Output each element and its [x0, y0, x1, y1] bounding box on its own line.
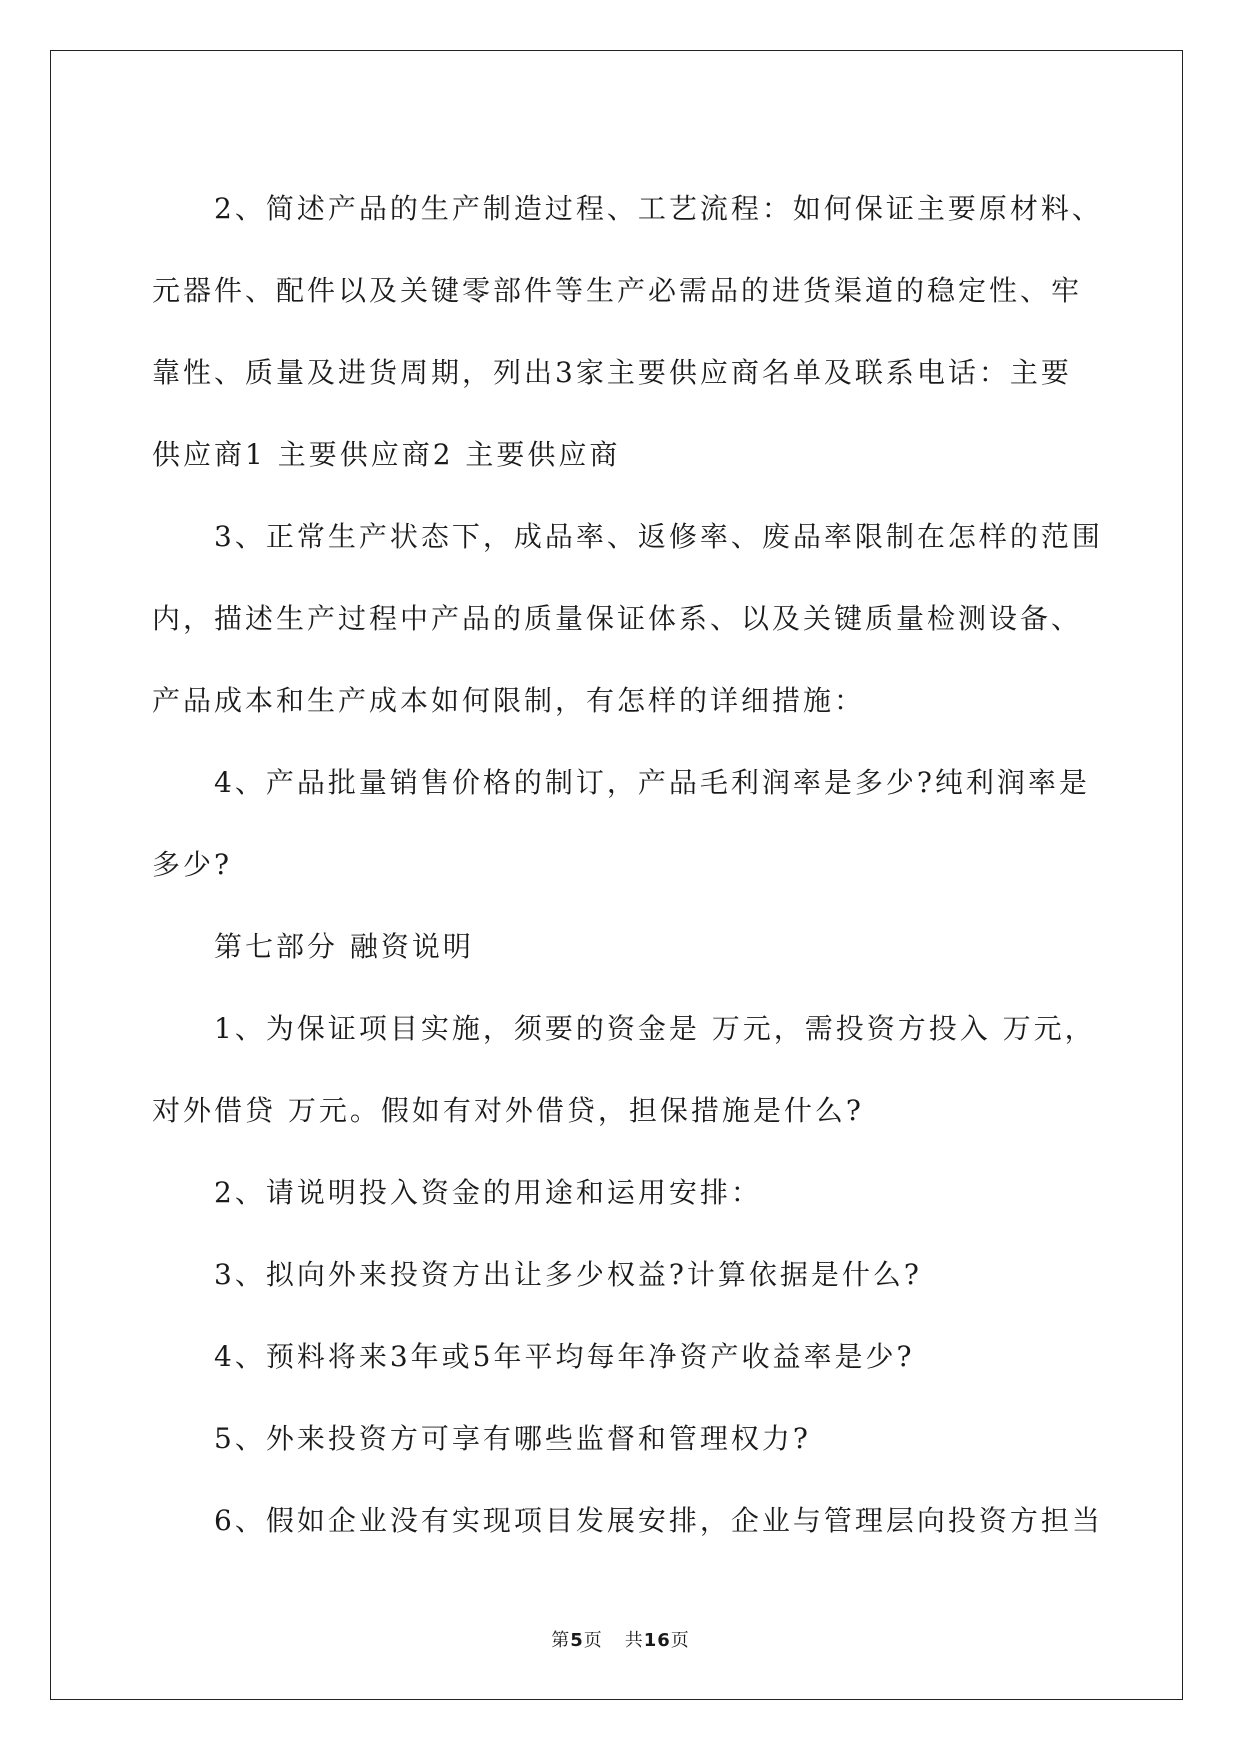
- paragraph-line: 多少?: [152, 848, 233, 881]
- paragraph-line: 4、产品批量销售价格的制订，产品毛利润率是多少?纯利润率是: [214, 766, 1090, 799]
- page-suffix: 页: [583, 1630, 603, 1651]
- paragraph-line: 3、拟向外来投资方出让多少权益?计算依据是什么?: [214, 1258, 922, 1291]
- total-suffix: 页: [670, 1630, 690, 1651]
- paragraph-line: 对外借贷 万元。假如有对外借贷，担保措施是什么?: [152, 1094, 864, 1127]
- page-prefix: 第: [551, 1630, 571, 1651]
- paragraph-line: 2、请说明投入资金的用途和运用安排：: [214, 1176, 762, 1209]
- paragraph-line: 3、正常生产状态下，成品率、返修率、废品率限制在怎样的范围: [214, 520, 1103, 553]
- paragraph-line: 6、假如企业没有实现项目发展安排，企业与管理层向投资方担当: [214, 1504, 1103, 1537]
- paragraph-line: 元器件、配件以及关键零部件等生产必需品的进货渠道的稳定性、牢: [152, 274, 1083, 307]
- paragraph-line: 内，描述生产过程中产品的质量保证体系、以及关键质量检测设备、: [152, 602, 1083, 635]
- paragraph-line: 靠性、质量及进货周期，列出3家主要供应商名单及联系电话：主要: [152, 356, 1072, 389]
- section-heading: 第七部分 融资说明: [214, 930, 474, 963]
- total-prefix: 共: [624, 1630, 644, 1651]
- paragraph-line: 4、预料将来3年或5年平均每年净资产收益率是少?: [214, 1340, 915, 1373]
- document-body: [152, 168, 1103, 1562]
- page-number: 5: [570, 1630, 584, 1651]
- paragraph-line: 产品成本和生产成本如何限制，有怎样的详细措施：: [152, 684, 866, 717]
- paragraph-line: 1、为保证项目实施，须要的资金是 万元，需投资方投入 万元，: [214, 1012, 1096, 1045]
- paragraph-line: 5、外来投资方可享有哪些监督和管理权力?: [214, 1422, 811, 1455]
- page-footer: [0, 1626, 1241, 1652]
- total-pages: 16: [643, 1630, 671, 1651]
- paragraph-line: 供应商1 主要供应商2 主要供应商: [152, 438, 621, 471]
- paragraph-line: 2、简述产品的生产制造过程、工艺流程：如何保证主要原材料、: [214, 192, 1103, 225]
